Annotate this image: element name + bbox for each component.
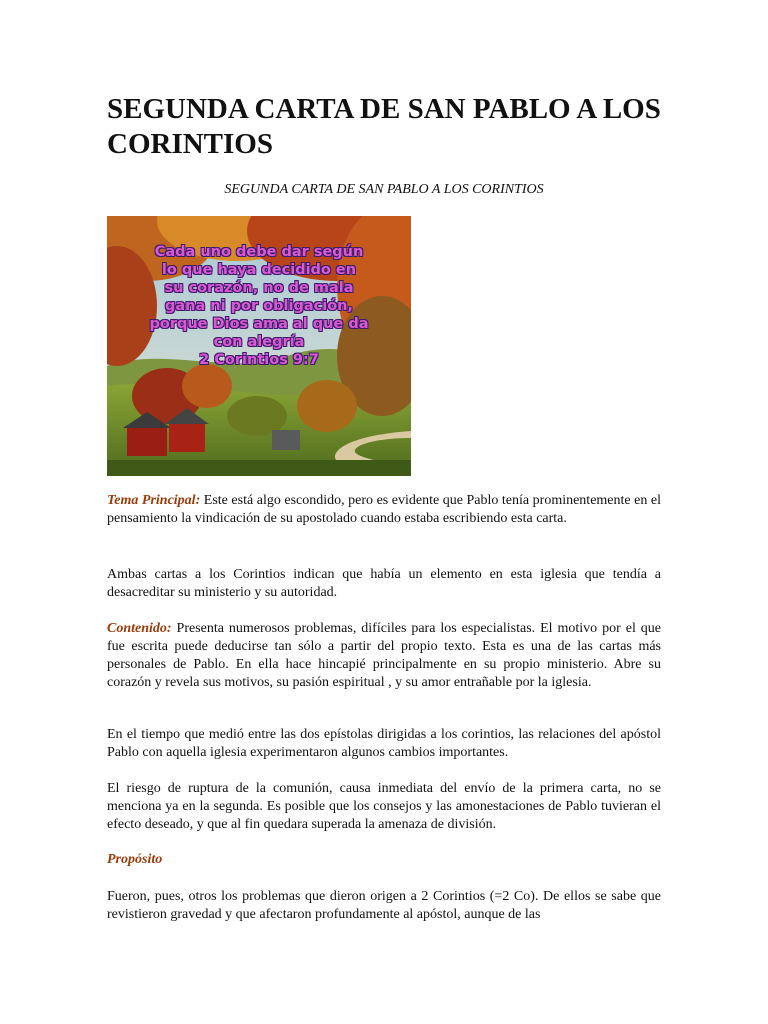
paragraph-contenido xyxy=(107,620,661,692)
caption-line: gana ni por obligación, xyxy=(164,298,353,314)
paragraph-fueron: Fueron, pues, otros los problemas que dieron origen a 2 Corintios (=2 Co). De ellos se sabe que revistieron gravedad y que afectaron profundamente al apóstol, aunque de las xyxy=(107,889,661,922)
contenido-label: Contenido: xyxy=(107,621,172,636)
bible-verse-caption xyxy=(107,243,411,369)
page-title: SEGUNDA CARTA DE SAN PABLO A LOS CORINTIOS xyxy=(107,93,661,160)
contenido-text: Presenta numerosos problemas, difíciles para los especialistas. El motivo por el que fue escrita puede deducirse tan sólo a partir del propio texto. Esta es una de las cartas más personales de Pablo. En ella hace hincapié principalmente en su propio ministerio. Abre su corazón y revela sus motivos, su pasión espiritual , y su amor entrañable por la iglesia. xyxy=(107,621,661,690)
caption-line: Cada uno debe dar según xyxy=(154,244,364,260)
paragraph-tiempo: En el tiempo que medió entre las dos epístolas dirigidas a los corintios, las relaciones del apóstol Pablo con aquella iglesia experimentaron algunos cambios importantes. xyxy=(107,727,661,760)
caption-line: con alegría xyxy=(213,334,305,350)
page-subtitle: SEGUNDA CARTA DE SAN PABLO A LOS CORINTIOS xyxy=(224,182,544,197)
caption-line: su corazón, no de mala xyxy=(164,280,354,296)
tema-principal-text: Este está algo escondido, pero es evidente que Pablo tenía prominentemente en el pensamiento la vindicación de su apostolado cuando estaba escribiendo esta carta. xyxy=(107,493,662,526)
tema-principal-label: Tema Principal: xyxy=(107,493,201,508)
caption-line: 2 Corintios 9:7 xyxy=(199,352,319,368)
paragraph-tema-principal xyxy=(107,492,661,528)
section-heading-proposito: Propósito xyxy=(107,852,163,867)
paragraph-riesgo: El riesgo de ruptura de la comunión, causa inmediata del envío de la primera carta, no se menciona ya en la segunda. Es posible que los consejos y las amonestaciones de Pablo tuvieran el efecto deseado, y que al fin quedara superada la amenaza de división. xyxy=(107,781,661,832)
caption-line: porque Dios ama al que da xyxy=(149,316,369,332)
paragraph-ambas-cartas: Ambas cartas a los Corintios indican que había un elemento en esta iglesia que tendía a desacreditar su ministerio y su autoridad. xyxy=(107,567,661,600)
caption-line: lo que haya decidido en xyxy=(161,262,357,278)
autumn-landscape-image xyxy=(107,216,411,476)
